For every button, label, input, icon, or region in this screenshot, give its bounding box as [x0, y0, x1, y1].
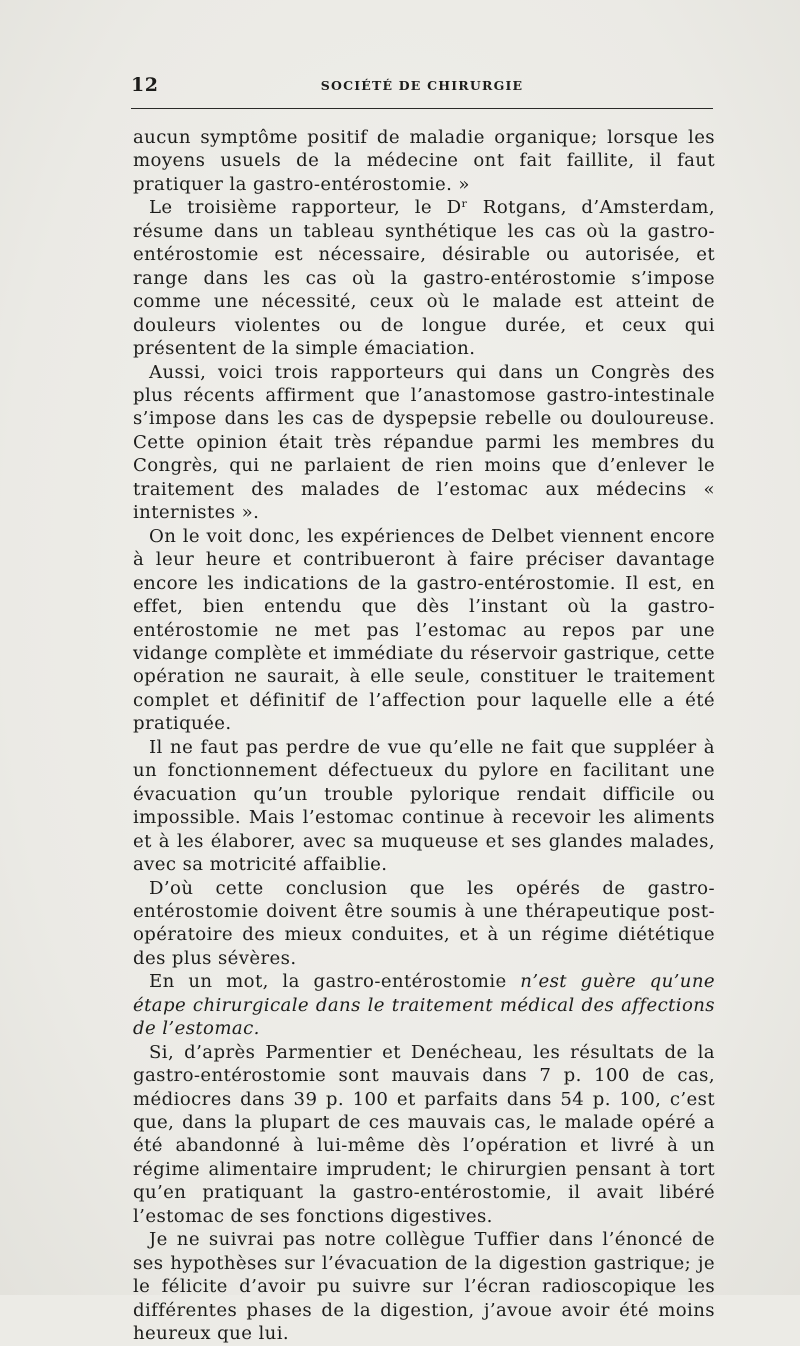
paragraph-pylorus: Il ne faut pas perdre de vue qu’elle ne fait que suppléer à un fonctionnement défectueux du pylore en facilitant une évacuation qu’un trouble pylorique rendait difficile ou impossible. Mais l’estomac continue à recevoir les aliments et à les élaborer, avec sa muqueuse et ses glandes malades, avec sa motricité affaiblie. [133, 736, 715, 876]
paragraph-continuation: aucun symptôme positif de maladie organique; lorsque les moyens usuels de la médecine ont fait faillite, il faut pratiquer la gastro-entérostomie. » [133, 127, 715, 195]
paragraph-summary [133, 970, 715, 1040]
summary-lead: En un mot, la gastro-entérostomie [149, 971, 521, 993]
paragraph-rotgans: Le troisième rapporteur, le Dʳ Rotgans, d’Amsterdam, résume dans un tableau synthétique les cas où la gastro-entérostomie est nécessaire, désirable ou autorisée, et range dans les cas où la gastro-entérostomie s’impose comme une nécessité, ceux où le malade est atteint de douleurs violentes ou de longue durée, et ceux qui présentent de la simple émaciation. [133, 197, 715, 360]
running-head: SOCIÉTÉ DE CHIRURGIE [320, 78, 524, 93]
page-header [131, 70, 713, 104]
paragraph-congress: Aussi, voici trois rapporteurs qui dans un Congrès des plus récents affirment que l’anastomose gastro-intestinale s’impose dans les cas de dyspepsie rebelle ou douloureuse. Cette opinion était très répandue parmi les membres du Congrès, qui ne parlaient de rien moins que d’enlever le traitement des malades de l’estomac aux médecins « internistes ». [133, 361, 715, 524]
header-rule [131, 108, 713, 109]
paragraph-results: Si, d’après Parmentier et Denécheau, les résultats de la gastro-entérostomie sont mauvais dans 7 p. 100 de cas, médiocres dans 39 p. 100 et parfaits dans 54 p. 100, c’est que, dans la plupart de ces mauvais cas, le malade opéré a été abandonné à lui-même dès l’opération et livré à un régime alimentaire imprudent; le chirurgien pensant à tort qu’en pratiquant la gastro-entérostomie, il avait libéré l’estomac de ses fonctions digestives. [133, 1041, 715, 1227]
paragraph-delbet: On le voit donc, les expériences de Delbet viennent encore à leur heure et contribueront à faire préciser davantage encore les indications de la gastro-entérostomie. Il est, en effet, bien entendu que dès l’instant où la gastro-entérostomie ne met pas l’estomac au repos par une vidange complète et immédiate du réservoir gastrique, cette opération ne saurait, à elle seule, constituer le traitement complet et définitif de l’affection pour laquelle elle a été pratiquée. [133, 525, 715, 735]
summary-italic: n’est guère qu’une étape chirurgicale dans le traitement médical des affections de l’estomac. [133, 971, 715, 1040]
body-text [133, 126, 715, 1346]
paragraph-tuffier: Je ne suivrai pas notre collègue Tuffier dans l’énoncé de ses hypothèses sur l’évacuation de la digestion gastrique; je le félicite d’avoir pu suivre sur l’écran radioscopique les différentes phases de la digestion, j’avoue avoir été moins heureux que lui. [133, 1229, 715, 1345]
page-number: 12 [131, 74, 159, 96]
paragraph-conclusion: D’où cette conclusion que les opérés de gastro-entérostomie doivent être soumis à une thérapeutique post-opératoire des mieux conduites, et à un régime diététique des plus sévères. [133, 877, 715, 969]
